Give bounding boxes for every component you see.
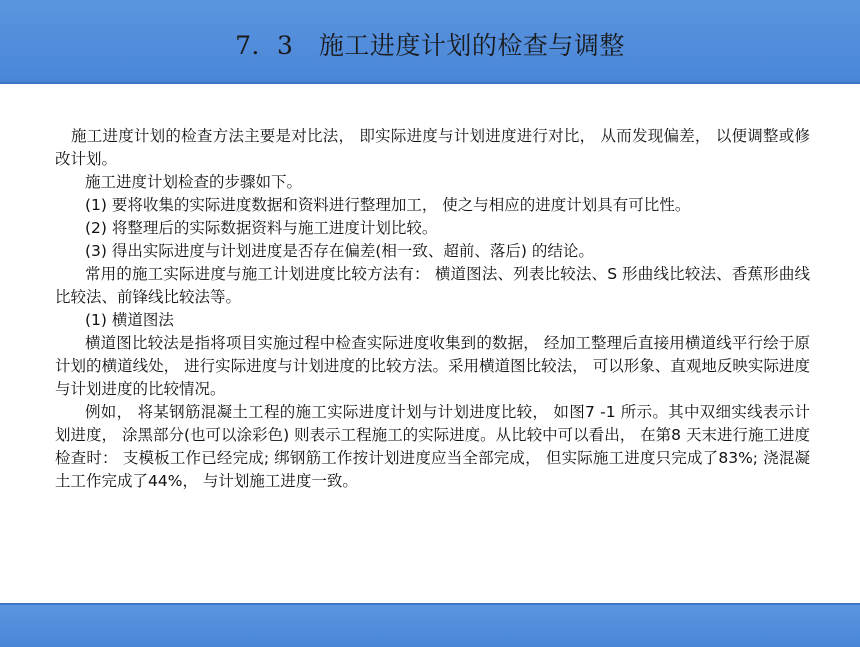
paragraph-steps-heading: 施工进度计划检查的步骤如下。 [85, 173, 303, 191]
paragraph-example: 例如， 将某钢筋混凝土工程的施工实际进度计划与计划进度比较， 如图7 -1 所示。其中双细实线表示计划进度， 涂黑部分(也可以涂彩色) 则表示工程施工的实际进度。从比较中可以看出， 在第8 天末进行施工进度检查时： 支模板工作已经完成; 绑钢筋工作按计划进度应当全部完成， 但实际施工进度只完成了83%; 浇混凝土工作完成了44%， 与计划施工进度一致。 [55, 403, 810, 490]
paragraph-gantt-description: 横道图比较法是指将项目实施过程中检查实际进度收集到的数据， 经加工整理后直接用横道线平行绘于原计划的横道线处， 进行实际进度与计划进度的比较方法。采用横道图比较法， 可以形象、直观地反映实际进度与计划进度的比较情况。 [55, 334, 810, 398]
header-bar [0, 0, 860, 84]
paragraph-step-1: (1) 要将收集的实际进度数据和资料进行整理加工， 使之与相应的进度计划具有可比性。 [85, 196, 691, 214]
paragraph-intro: 施工进度计划的检查方法主要是对比法， 即实际进度与计划进度进行对比， 从而发现偏差， 以便调整或修改计划。 [55, 127, 810, 168]
footer-bar [0, 603, 860, 647]
paragraph-methods: 常用的施工实际进度与施工计划进度比较方法有： 横道图法、列表比较法、S 形曲线比较法、香蕉形曲线比较法、前锋线比较法等。 [55, 265, 810, 306]
paragraph-gantt-heading: (1) 横道图法 [85, 311, 174, 329]
paragraph-step-2: (2) 将整理后的实际数据资料与施工进度计划比较。 [85, 219, 438, 237]
body-text [55, 125, 810, 493]
paragraph-step-3: (3) 得出实际进度与计划进度是否存在偏差(相一致、超前、落后) 的结论。 [85, 242, 594, 260]
slide-title: 7．3 施工进度计划的检查与调整 [235, 31, 625, 60]
